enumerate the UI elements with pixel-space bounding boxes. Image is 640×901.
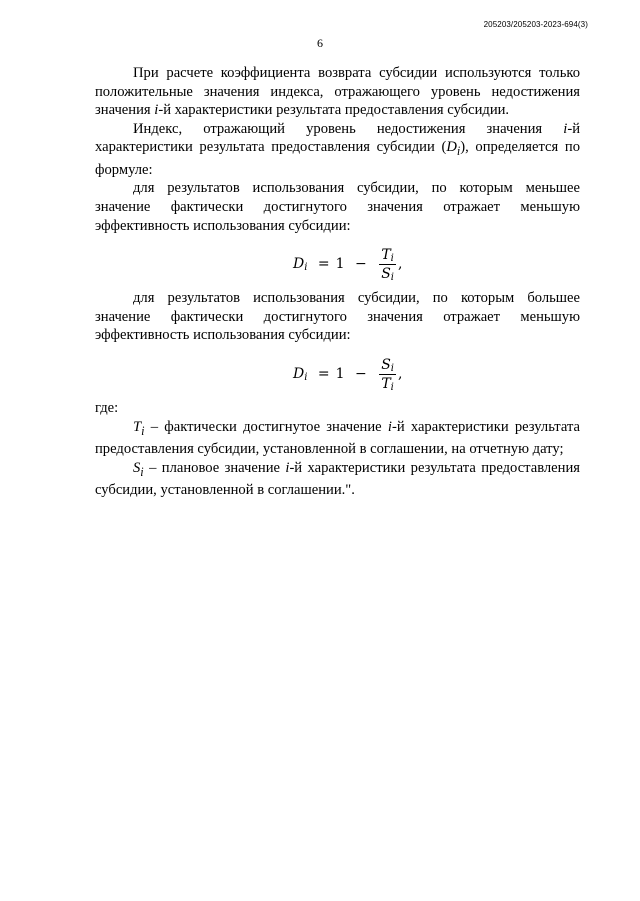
denominator-var: T	[381, 376, 391, 393]
paragraph-case-lesser: для результатов использования субсидии, по которым меньшее значение фактически достигнутого значения отражает меньшую эффективность использования субсидии:	[95, 180, 580, 234]
denominator-subscript: i	[390, 382, 394, 394]
document-id: 205203/205203-2023-694(3)	[483, 20, 588, 29]
italic-index-i: i	[387, 418, 392, 435]
paragraph-text: Индекс, отражающий уровень недостижения значения	[133, 120, 564, 137]
formula-fraction	[379, 247, 396, 282]
paragraph-index-definition	[95, 120, 580, 180]
formula-fraction	[379, 357, 396, 392]
paragraph-text: – плановое значение	[143, 459, 286, 476]
denominator-var: S	[381, 266, 391, 283]
formula-minus: −	[355, 366, 367, 383]
fraction-numerator	[379, 357, 396, 375]
formula-one: 1	[335, 256, 345, 273]
italic-index-i: i	[285, 459, 290, 476]
paragraph-text-tail: -й характеристики результата предоставления субсидии.	[158, 102, 510, 119]
formula-lesser	[95, 235, 580, 289]
numerator-subscript: i	[390, 253, 394, 265]
paragraph-definition-s	[95, 459, 580, 500]
variable-t: T	[133, 418, 142, 435]
paragraph-definition-t	[95, 418, 580, 459]
paragraph-text-mid: -й характеристики результата предоставления субсидии (	[95, 120, 580, 156]
formula-one: 1	[335, 366, 345, 383]
formula-lhs-subscript: i	[304, 262, 308, 274]
paragraph-text-tail: ), определяется по формуле:	[95, 139, 580, 178]
formula-punctuation: ,	[397, 366, 403, 383]
formula-lhs: D	[293, 256, 305, 273]
formula-minus: −	[355, 256, 367, 273]
variable-s: S	[133, 459, 141, 476]
paragraph-where: где:	[95, 400, 119, 417]
italic-index-i: i	[563, 120, 568, 137]
denominator-subscript: i	[390, 272, 394, 284]
formula-lhs-subscript: i	[304, 372, 308, 384]
paragraph-positive-values	[95, 64, 580, 120]
numerator-subscript: i	[390, 363, 394, 375]
paragraph-text: При расчете коэффициента возврата субсидии используются только положительные значения индекса, отражающего уровень недостижения значения	[95, 65, 580, 119]
paragraph-text-tail: -й характеристики результата предоставления субсидии, установленной в соглашении, на отчетную дату;	[95, 418, 580, 458]
formula-lhs: D	[293, 366, 305, 383]
formula-punctuation: ,	[397, 256, 403, 273]
fraction-numerator	[379, 247, 396, 265]
variable-t-subscript: i	[141, 423, 145, 438]
page-number: 6	[317, 36, 323, 50]
formula-equals: =	[317, 366, 330, 383]
formula-greater	[95, 345, 580, 399]
fraction-denominator	[379, 265, 396, 282]
italic-index-i: i	[154, 102, 159, 119]
numerator-var: S	[381, 357, 391, 374]
paragraph-text-tail: -й характеристики результата предоставления субсидии, установленной в соглашении.".	[95, 459, 580, 499]
fraction-denominator	[379, 375, 396, 392]
variable-d: D	[446, 139, 457, 156]
variable-s-subscript: i	[140, 464, 144, 479]
document-body	[95, 64, 580, 500]
numerator-var: T	[381, 247, 391, 264]
variable-d-subscript: i	[456, 144, 461, 159]
formula-equals: =	[317, 256, 330, 273]
paragraph-text: – фактически достигнутое значение	[144, 418, 388, 435]
paragraph-case-greater: для результатов использования субсидии, по которым большее значение фактически достигнутого значения отражает меньшую эффективность использования субсидии:	[95, 290, 580, 344]
